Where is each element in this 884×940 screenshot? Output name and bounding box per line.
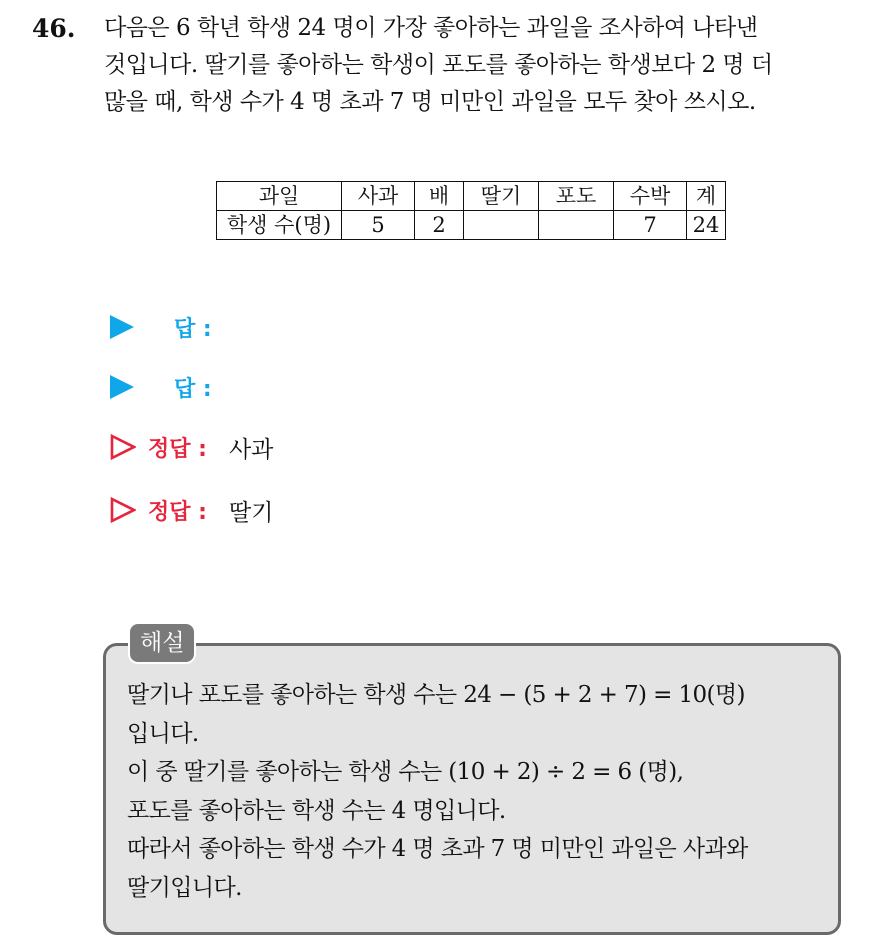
table-header-cell: 딸기 xyxy=(464,182,539,211)
solution-line: 이 중 딸기를 좋아하는 학생 수는 (10 + 2) ÷ 2 = 6 (명), xyxy=(127,759,684,785)
table-header-cell: 과일 xyxy=(217,182,342,211)
play-triangle-icon xyxy=(110,315,134,339)
table-cell xyxy=(539,211,614,240)
table-header-cell: 포도 xyxy=(539,182,614,211)
solution-line: 딸기입니다. xyxy=(127,874,242,901)
table-row-label: 학생 수(명) xyxy=(217,211,342,240)
question-number: 46. xyxy=(32,14,76,43)
correct-answer-1 xyxy=(110,432,273,462)
correct-answer-value: 사과 xyxy=(228,436,274,463)
outline-triangle-icon xyxy=(110,434,136,460)
table-cell: 24 xyxy=(687,211,726,240)
correct-answer-label: 정답 : xyxy=(148,499,207,525)
solution-text xyxy=(127,676,837,907)
table-row xyxy=(217,211,726,240)
solution-line: 따라서 좋아하는 학생 수가 4 명 초과 7 명 미만인 과일은 사과와 xyxy=(127,836,748,862)
answer-label: 답 : xyxy=(174,316,212,342)
answer-blank-2 xyxy=(110,372,212,402)
table-header-cell: 배 xyxy=(415,182,464,211)
table-cell: 7 xyxy=(614,211,687,240)
question-line: 많을 때, 학생 수가 4 명 초과 7 명 미만인 과일을 모두 찾아 쓰시오. xyxy=(104,89,756,115)
fruit-table xyxy=(216,181,726,240)
correct-answer-value: 딸기 xyxy=(228,499,274,526)
question-text xyxy=(104,10,874,121)
table-header-cell: 수박 xyxy=(614,182,687,211)
table-header-row xyxy=(217,182,726,211)
correct-answer-2 xyxy=(110,495,273,525)
question-line: 것입니다. 딸기를 좋아하는 학생이 포도를 좋아하는 학생보다 2 명 더 xyxy=(104,52,773,78)
correct-answer-label: 정답 : xyxy=(148,436,207,462)
solution-tag: 해설 xyxy=(128,622,196,664)
solution-line: 포도를 좋아하는 학생 수는 4 명입니다. xyxy=(127,797,506,824)
play-triangle-icon xyxy=(110,375,134,399)
outline-triangle-icon xyxy=(110,497,136,523)
table-header-cell: 계 xyxy=(687,182,726,211)
table-cell: 2 xyxy=(415,211,464,240)
solution-line: 입니다. xyxy=(127,720,199,747)
table-header-cell: 사과 xyxy=(342,182,415,211)
table-cell xyxy=(464,211,539,240)
solution-line: 딸기나 포도를 좋아하는 학생 수는 24 − (5 + 2 + 7) = 10(명) xyxy=(127,682,745,708)
question-line: 다음은 6 학년 학생 24 명이 가장 좋아하는 과일을 조사하여 나타낸 xyxy=(104,15,758,41)
table-cell: 5 xyxy=(342,211,415,240)
answer-label: 답 : xyxy=(174,376,212,402)
answer-blank-1 xyxy=(110,312,212,342)
